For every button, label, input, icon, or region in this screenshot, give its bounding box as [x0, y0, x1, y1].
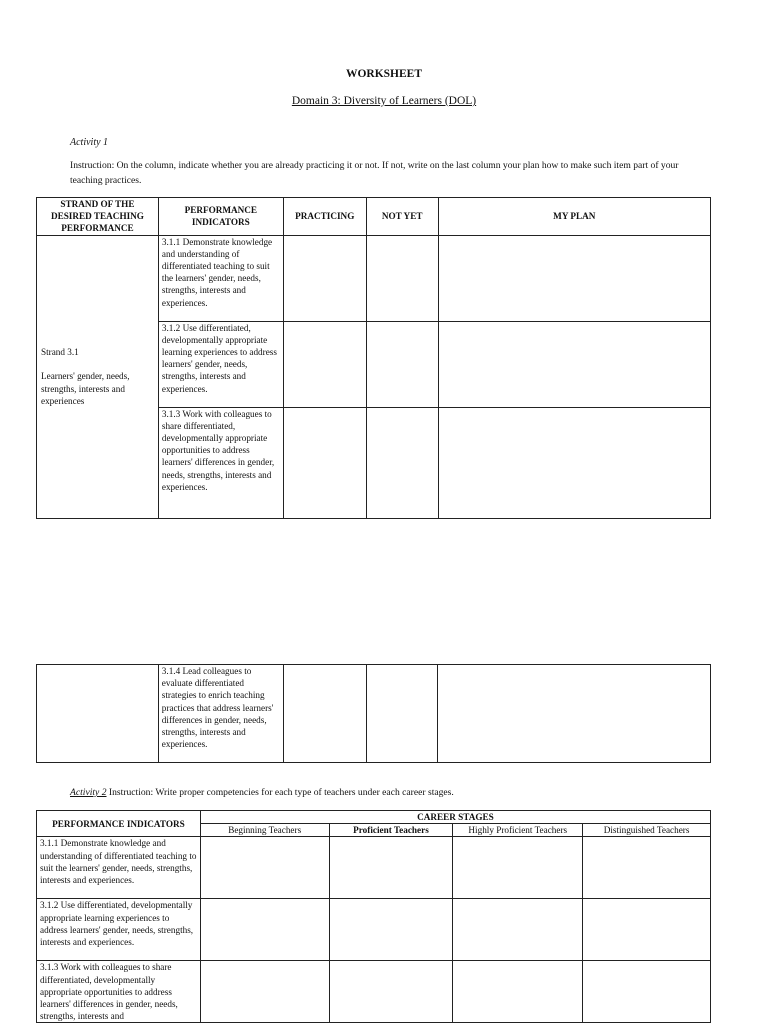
header-my-plan: MY PLAN [438, 198, 710, 236]
table-row [37, 665, 711, 763]
indicator-3-1-4: 3.1.4 Lead colleagues to evaluate differentiated strategies to enrich teaching practices that address learners' differences in gender, needs, strengths, interests and experiences. [158, 665, 283, 763]
my-plan-cell[interactable] [438, 235, 710, 321]
highly-proficient-cell[interactable] [453, 899, 583, 961]
beginning-cell[interactable] [200, 961, 329, 1023]
practicing-cell[interactable] [283, 235, 366, 321]
not-yet-cell[interactable] [366, 235, 438, 321]
proficient-cell[interactable] [329, 961, 453, 1023]
header-indicators-2: PERFORMANCE INDICATORS [37, 811, 201, 837]
highly-proficient-cell[interactable] [453, 961, 583, 1023]
indicator-3-1-3: 3.1.3 Work with colleagues to share differentiated, developmentally appropriate opportunities to address learners' differences in gender, needs, strengths, interests and [37, 961, 201, 1023]
my-plan-cell[interactable] [438, 665, 711, 763]
table-row [37, 899, 711, 961]
header-strand: STRAND OF THE DESIRED TEACHING PERFORMANCE [37, 198, 159, 236]
strand-cell [37, 235, 159, 518]
worksheet-title: WORKSHEET [345, 68, 423, 80]
header-career-stages: CAREER STAGES [200, 811, 710, 824]
table-row [37, 837, 711, 899]
my-plan-cell[interactable] [438, 321, 710, 407]
strand-title: Strand 3.1 [41, 347, 79, 358]
header-distinguished-teachers: Distinguished Teachers [583, 824, 711, 837]
indicator-3-1-3: 3.1.3 Work with colleagues to share differentiated, developmentally appropriate opportunities to address learners' differences in gender, needs, strengths, interests and experiences. [158, 407, 283, 518]
distinguished-cell[interactable] [583, 899, 711, 961]
distinguished-cell[interactable] [583, 837, 711, 899]
indicator-3-1-1: 3.1.1 Demonstrate knowledge and understanding of differentiated teaching to suit the learners' gender, needs, strengths, interests and experiences. [37, 837, 201, 899]
beginning-cell[interactable] [200, 837, 329, 899]
not-yet-cell[interactable] [366, 321, 438, 407]
not-yet-cell[interactable] [366, 665, 438, 763]
table-row [37, 961, 711, 1023]
practicing-cell[interactable] [283, 407, 366, 518]
header-highly-proficient-teachers: Highly Proficient Teachers [453, 824, 583, 837]
activity-1-table-continued [36, 664, 711, 763]
header-beginning-teachers: Beginning Teachers [200, 824, 329, 837]
highly-proficient-cell[interactable] [453, 837, 583, 899]
activity-2-instruction: Instruction: Write proper competencies for each type of teachers under each career stages. [106, 787, 454, 798]
practicing-cell[interactable] [283, 665, 366, 763]
practicing-cell[interactable] [283, 321, 366, 407]
table-row [37, 235, 711, 321]
header-practicing: PRACTICING [283, 198, 366, 236]
header-proficient-teachers: Proficient Teachers [329, 824, 453, 837]
indicator-3-1-1: 3.1.1 Demonstrate knowledge and understanding of differentiated teaching to suit the learners' gender, needs, strengths, interests and experiences. [158, 235, 283, 321]
activity-2-label: Activity 2 [70, 787, 107, 798]
my-plan-cell[interactable] [438, 407, 710, 518]
activity-1-table [36, 197, 711, 519]
activity-1-instruction: Instruction: On the column, indicate whether you are already practicing it or not. If not, write on the last column your plan how to make such item part of your teaching practices. [70, 160, 679, 186]
domain-subtitle: Domain 3: Diversity of Learners (DOL) [291, 95, 477, 107]
beginning-cell[interactable] [200, 899, 329, 961]
activity-2-table [36, 810, 711, 1023]
distinguished-cell[interactable] [583, 961, 711, 1023]
strand-cell-empty [37, 665, 159, 763]
indicator-3-1-2: 3.1.2 Use differentiated, developmentally appropriate learning experiences to address learners' gender, needs, strengths, interests and experiences. [158, 321, 283, 407]
strand-description: Learners' gender, needs, strengths, interests and experiences [41, 371, 130, 406]
not-yet-cell[interactable] [366, 407, 438, 518]
header-not-yet: NOT YET [366, 198, 438, 236]
indicator-3-1-2: 3.1.2 Use differentiated, developmentally appropriate learning experiences to address learners' gender, needs, strengths, interests and experiences. [37, 899, 201, 961]
activity-2-line [70, 787, 454, 798]
activity-1-label: Activity 1 [70, 137, 109, 148]
proficient-cell[interactable] [329, 899, 453, 961]
header-indicators: PERFORMANCE INDICATORS [158, 198, 283, 236]
proficient-cell[interactable] [329, 837, 453, 899]
